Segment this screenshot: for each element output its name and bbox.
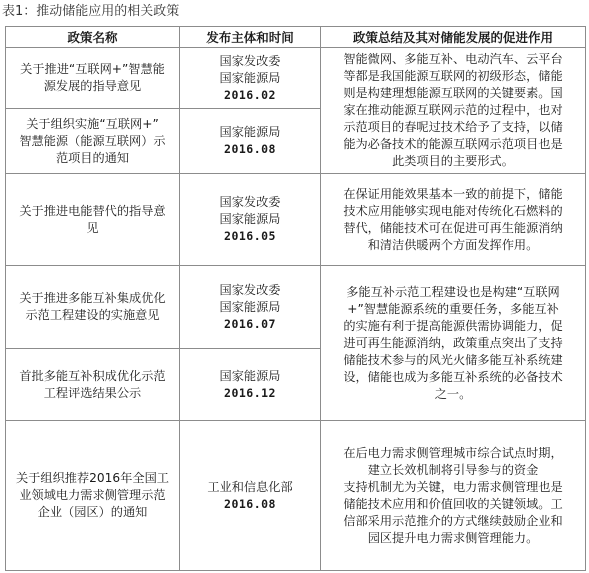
issuer-cell: 国家发改委 国家能源局 2016.07: [180, 266, 321, 349]
issue-date: 2016.02: [224, 87, 276, 102]
header-summary: 政策总结及其对储能发展的促进作用: [321, 27, 586, 48]
issuer-cell: 国家发改委 国家能源局 2016.05: [180, 174, 321, 266]
table-header-row: [6, 27, 586, 48]
header-policy-name: 政策名称: [6, 27, 180, 48]
issue-date: 2016.08: [224, 142, 276, 156]
table-caption: 表1：推动储能应用的相关政策: [2, 4, 180, 19]
issue-date: 2016.07: [224, 316, 276, 331]
policy-name-cell: 关于推进多能互补集成优化 示范工程建设的实施意见: [6, 266, 180, 349]
table-row: [6, 174, 586, 266]
policy-name-cell: 关于推进电能替代的指导意 见: [6, 174, 180, 266]
policy-table: [5, 26, 586, 571]
issuer-cell: 国家发改委 国家能源局 2016.02: [180, 48, 321, 109]
summary-cell: 在后电力需求侧管理城市综合试点时期， 建立长效机制将引导参与的资金 支持机制尤为关键，电力需求侧管理也是 储能技术应用和价值回收的关键领域。工 信部采用示范推介的方式继续鼓励企业和 园区提升电力需求侧管理能力。: [321, 421, 586, 571]
table-row: [6, 48, 586, 109]
issuer-cell: 国家能源局 2016.08: [180, 109, 321, 174]
table-row: [6, 421, 586, 571]
summary-cell: 在保证用能效果基本一致的前提下，储能 技术应用能够实现电能对传统化石燃料的 替代，储能技术可在促进可再生能源消纳 和清洁供暖两个方面发挥作用。: [321, 174, 586, 266]
issuer-cell: 工业和信息化部 2016.08: [180, 421, 321, 571]
issue-date: 2016.08: [224, 496, 276, 511]
policy-name-cell: 首批多能互补积成优化示范 工程评选结果公示: [6, 349, 180, 421]
summary-cell: 智能微网、多能互补、电动汽车、云平台 等都是我国能源互联网的初级形态，储能 则是构建理想能源互联网的关键要素。国 家在推动能源互联网示范的过程中，也对 示范项目的春呢过技术给予了支持，以储 能为必备技术的能源互联网示范项目也是 此类项目的主要形式。: [321, 48, 586, 174]
issue-date: 2016.05: [224, 229, 276, 243]
issue-date: 2016.12: [224, 385, 276, 400]
policy-name-cell: 关于组织实施“互联网+” 智慧能源（能源互联网）示 范项目的通知: [6, 109, 180, 174]
policy-name-cell: 关于组织推荐2016年全国工 业领域电力需求侧管理示范 企业（园区）的通知: [6, 421, 180, 571]
table-row: [6, 266, 586, 349]
header-issuer: 发布主体和时间: [180, 27, 321, 48]
policy-name-cell: 关于推进“互联网+”智慧能 源发展的指导意见: [6, 48, 180, 109]
summary-cell: 多能互补示范工程建设也是构建“互联网 +”智慧能源系统的重要任务，多能互补 的实施有利于提高能源供需协调能力，促 进可再生能源消纳，政策重点突出了支持 储能技术参与的风光火储多能互补系统建 设，储能也成为多能互补系统的必备技术 之一。: [321, 266, 586, 421]
issuer-cell: 国家能源局 2016.12: [180, 349, 321, 421]
